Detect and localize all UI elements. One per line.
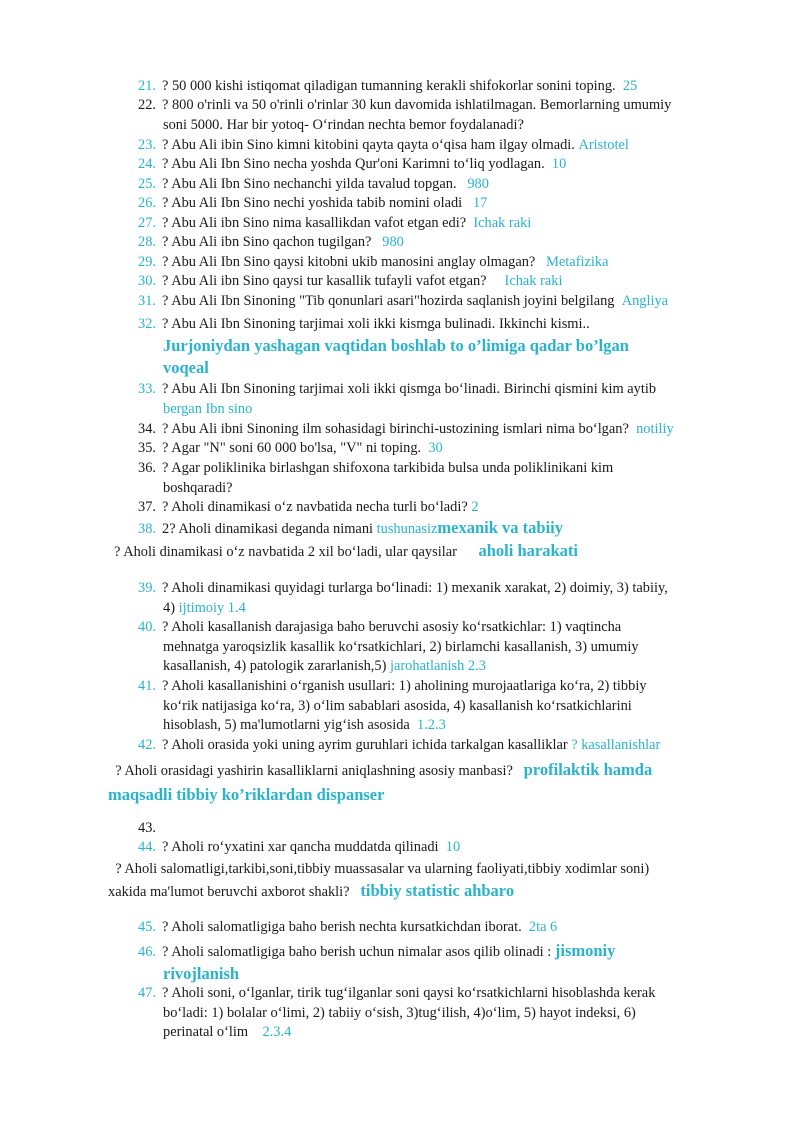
answer: ijtimoiy 1.4 bbox=[178, 599, 246, 616]
answer-line-1: profilaktik hamda bbox=[523, 760, 653, 779]
question-number: 32. bbox=[138, 316, 156, 332]
question-45 bbox=[138, 918, 748, 938]
question-text-cont-2 bbox=[138, 1023, 748, 1043]
question-text: ? Agar poliklinika birlashgan shifoxona tarkibida bulsa unda poliklinikani kim bbox=[162, 460, 614, 476]
answer-bold: mexanik va tabiiy bbox=[437, 518, 564, 537]
answer: 10 bbox=[551, 156, 567, 172]
question-30 bbox=[138, 272, 748, 292]
answer-line-1: Jurjoniydan yashagan vaqtidan boshlab to o’limiga qadar bo’lgan bbox=[163, 335, 629, 355]
question-number: 33. bbox=[138, 381, 156, 397]
free-question-3 bbox=[108, 858, 744, 903]
question-text: ? Abu Ali ibn Sino qachon tugilgan? bbox=[162, 234, 372, 250]
question-29 bbox=[138, 253, 748, 273]
answer-small: tushunasiz bbox=[376, 521, 438, 537]
question-text-cont: boshqaradi? bbox=[163, 479, 233, 496]
question-number: 27. bbox=[138, 215, 156, 231]
answer: Ichak raki bbox=[504, 273, 563, 289]
question-42 bbox=[138, 736, 748, 756]
question-text: ? Abu Ali Ibn Sinoning "Tib qonunlari asari"hozirda saqlanish joyini belgilang bbox=[162, 293, 615, 309]
question-number: 46. bbox=[138, 944, 156, 960]
question-31 bbox=[138, 292, 748, 312]
answer: 2 bbox=[471, 499, 479, 515]
question-text-part: 4) bbox=[163, 599, 175, 616]
question-number: 24. bbox=[138, 156, 156, 172]
question-text: ? Abu Ali ibn Sino qaysi tur kasallik tufayli vafot etgan? bbox=[162, 273, 487, 289]
question-number: 34. bbox=[138, 421, 156, 437]
question-text: ? Aholi dinamikasi o‘z navbatida necha turli bo‘ladi? bbox=[162, 499, 468, 515]
question-text: ? Aholi ro‘yxatini xar qancha muddatda qilinadi bbox=[162, 839, 439, 855]
question-text: ? Aholi orasida yoki uning ayrim guruhlari ichida tarkalgan kasalliklar bbox=[162, 737, 568, 753]
answer: ? kasallanishlar bbox=[571, 737, 661, 753]
question-21 bbox=[138, 77, 748, 97]
question-34 bbox=[138, 420, 748, 440]
answer: Angliya bbox=[621, 293, 669, 309]
question-text: ? Aholi dinamikasi o‘z navbatida 2 xil bo‘ladi, ular qaysilar bbox=[114, 544, 457, 560]
question-number: 42. bbox=[138, 737, 156, 753]
question-32 bbox=[138, 315, 748, 379]
question-text-cont bbox=[138, 599, 748, 619]
question-number: 28. bbox=[138, 234, 156, 250]
question-number: 36. bbox=[138, 460, 156, 476]
question-43 bbox=[138, 819, 748, 839]
answer: 1.2.3 bbox=[417, 717, 446, 734]
question-number: 30. bbox=[138, 273, 156, 289]
question-22 bbox=[138, 96, 748, 135]
question-number: 43. bbox=[138, 820, 156, 836]
question-37 bbox=[138, 498, 748, 518]
question-27 bbox=[138, 214, 748, 234]
question-25 bbox=[138, 175, 748, 195]
question-number: 45. bbox=[138, 919, 156, 935]
question-26 bbox=[138, 194, 748, 214]
answer: 2ta 6 bbox=[528, 919, 558, 935]
answer: tibbiy statistic ahbaro bbox=[360, 881, 515, 900]
question-47 bbox=[138, 984, 748, 1043]
question-text-cont-2 bbox=[138, 716, 748, 736]
answer: jarohatlanish 2.3 bbox=[390, 658, 486, 675]
question-text-cont-2 bbox=[138, 657, 748, 677]
question-text-part: hisoblash, 5) ma'lumotlarni yig‘ish asosida bbox=[163, 717, 410, 734]
question-text: ? Abu Ali Ibn Sino nechi yoshida tabib nomini oladi bbox=[162, 195, 463, 211]
question-text-part: kasallanish, 4) patologik zararlanish,5) bbox=[163, 658, 387, 675]
question-text-cont: mehnatga yaroqsizlik kasallik ko‘rsatkichlari, 2) birlamchi kasallanish, 3) umumiy bbox=[163, 638, 639, 655]
answer: Metafizika bbox=[546, 254, 609, 270]
question-number: 44. bbox=[138, 839, 156, 855]
answer-line-1: jismoniy bbox=[554, 941, 616, 960]
answer: 30 bbox=[428, 440, 443, 456]
question-number: 37. bbox=[138, 499, 156, 515]
answer: Ichak raki bbox=[473, 215, 532, 231]
question-text: ? 50 000 kishi istiqomat qiladigan tumanning kerakli shifokorlar sonini toping. bbox=[162, 78, 616, 94]
answer-line-2: maqsadli tibbiy ko’riklardan dispanser bbox=[108, 785, 385, 804]
question-text-cont: soni 5000. Har bir yotoq- O‘rindan nechta bemor foydalanadi? bbox=[163, 116, 524, 133]
question-33 bbox=[138, 380, 748, 419]
answer: 2.3.4 bbox=[262, 1024, 292, 1041]
answer-line-2: voqeal bbox=[163, 357, 209, 377]
question-text: ? 800 o'rinli va 50 o'rinli o'rinlar 30 kun davomida ishlatilmagan. Bemorlarning umumiy bbox=[162, 97, 672, 113]
question-number: 23. bbox=[138, 137, 156, 153]
answer: 980 bbox=[382, 234, 404, 250]
answer: 10 bbox=[445, 839, 461, 855]
question-46 bbox=[138, 940, 748, 984]
answer: Aristotel bbox=[578, 137, 629, 153]
question-text: ? Aholi soni, o‘lganlar, tirik tug‘ilganlar soni qaysi ko‘rsatkichlarni hisoblashda kerak bbox=[162, 985, 656, 1001]
question-text: ? Abu Ali Ibn Sinoning tarjimai xoli ikki qismga bo‘linadi. Birinchi qismini kim aytib bbox=[162, 381, 657, 397]
question-text: ? Aholi salomatligi,tarkibi,soni,tibbiy muassasalar va ularning faoliyati,tibbiy xodimlar soni) bbox=[115, 861, 650, 877]
question-number: 26. bbox=[138, 195, 156, 211]
question-38 bbox=[138, 518, 748, 540]
question-text: ? Agar "N" soni 60 000 bo'lsa, "V" ni toping. bbox=[162, 440, 422, 456]
answer: notiliy bbox=[636, 421, 674, 437]
answer: bergan Ibn sino bbox=[163, 400, 253, 417]
question-number: 38. bbox=[138, 521, 156, 537]
question-text: ? Aholi kasallanishini o‘rganish usullari: 1) aholining murojaatlariga ko‘ra, 2) tibbiy bbox=[162, 678, 647, 694]
answer: 17 bbox=[472, 195, 488, 211]
question-number: 39. bbox=[138, 580, 156, 596]
question-number: 25. bbox=[138, 176, 156, 192]
question-41 bbox=[138, 677, 748, 736]
question-44 bbox=[138, 838, 748, 858]
answer-line-2: rivojlanish bbox=[163, 964, 240, 983]
question-text: 2? Aholi dinamikasi deganda nimani bbox=[162, 521, 374, 537]
question-text: ? Abu Ali Ibn Sino qaysi kitobni ukib manosini anglay olmagan? bbox=[162, 254, 536, 270]
answer: 25 bbox=[622, 78, 638, 94]
answer: 980 bbox=[467, 176, 489, 192]
question-text: ? Abu Ali Ibn Sino necha yoshda Qur'oni Karimni to‘liq yodlagan. bbox=[162, 156, 545, 172]
question-39 bbox=[138, 579, 748, 618]
question-text: ? Aholi dinamikasi quyidagi turlarga bo‘linadi: 1) mexanik xarakat, 2) doimiy, 3) tabiiy, bbox=[162, 580, 668, 596]
question-number: 35. bbox=[138, 440, 156, 456]
question-number: 21. bbox=[138, 78, 156, 94]
question-text: ? Aholi salomatligiga baho berish uchun nimalar asos qilib olinadi : bbox=[162, 944, 552, 960]
question-text: ? Abu Ali Ibn Sino nechanchi yilda tavalud topgan. bbox=[162, 176, 457, 192]
question-text: ? Abu Ali ibni Sinoning ilm sohasidagi birinchi-ustozining ismlari nima bo‘lgan? bbox=[162, 421, 629, 437]
question-number: 40. bbox=[138, 619, 156, 635]
question-text-cont: bo‘ladi: 1) bolalar o‘limi, 2) tabiiy o‘sish, 3)tug‘ilish, 4)o‘lim, 5) hayot indeksi, 6) bbox=[163, 1004, 636, 1021]
question-28 bbox=[138, 233, 748, 253]
free-question-1 bbox=[114, 541, 750, 562]
question-text: ? Abu Ali ibn Sino nima kasallikdan vafot etgan edi? bbox=[162, 215, 467, 231]
question-text: ? Aholi kasallanish darajasiga baho beruvchi asosiy ko‘rsatkichlar: 1) vaqtincha bbox=[162, 619, 622, 635]
question-36 bbox=[138, 459, 748, 498]
question-number: 29. bbox=[138, 254, 156, 270]
question-text-cont: ko‘rik natijasiga ko‘ra, 3) o‘lim sabablari asosida, 4) kasallanish ko‘rsatkichlarini bbox=[163, 697, 632, 714]
question-text: ? Abu Ali ibin Sino kimni kitobini qayta qayta o‘qisa ham ilgay olmadi. bbox=[162, 137, 575, 153]
question-number: 31. bbox=[138, 293, 156, 309]
question-35 bbox=[138, 439, 748, 459]
question-text-part: perinatal o‘lim bbox=[163, 1024, 249, 1041]
question-number: 22. bbox=[138, 97, 156, 113]
answer: aholi harakati bbox=[478, 541, 578, 560]
question-23 bbox=[138, 136, 748, 156]
question-number: 47. bbox=[138, 985, 156, 1001]
question-number: 41. bbox=[138, 678, 156, 694]
question-text-cont: xakida ma'lumot beruvchi axborot shakli? bbox=[108, 884, 350, 900]
free-question-2 bbox=[108, 758, 744, 808]
question-text: ? Abu Ali Ibn Sinoning tarjimai xoli ikki kismga bulinadi. Ikkinchi kismi.. bbox=[162, 316, 590, 332]
question-text: ? Aholi salomatligiga baho berish nechta kursatkichdan iborat. bbox=[162, 919, 522, 935]
question-24 bbox=[138, 155, 748, 175]
question-40 bbox=[138, 618, 748, 677]
question-text: ? Aholi orasidagi yashirin kasalliklarni aniqlashning asosiy manbasi? bbox=[115, 763, 513, 779]
